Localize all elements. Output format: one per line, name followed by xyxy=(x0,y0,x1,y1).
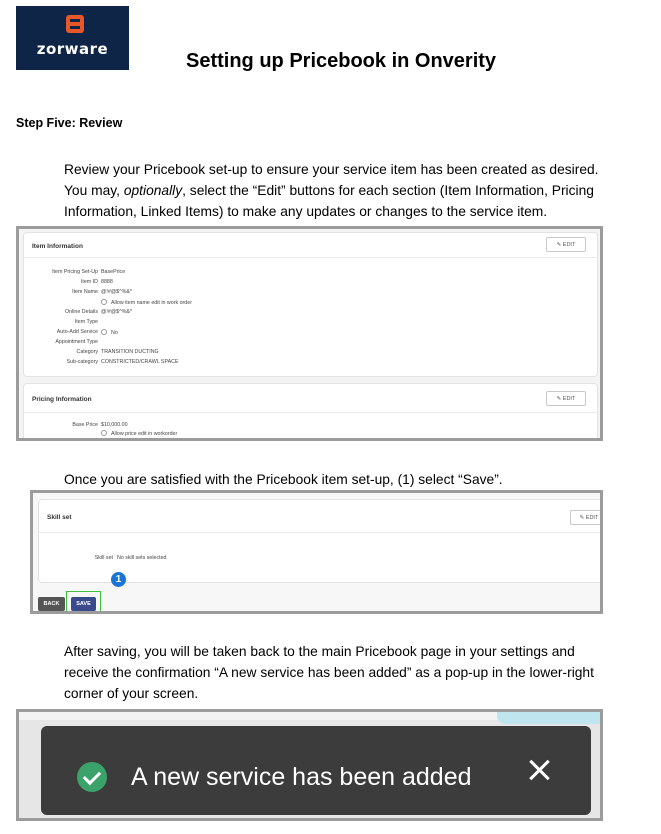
back-button[interactable]: BACK xyxy=(38,597,65,611)
auto-add-service-value[interactable]: No xyxy=(101,329,118,336)
item-information-edit-button[interactable]: ✎ EDIT xyxy=(546,237,586,252)
zorware-logo xyxy=(16,6,129,70)
confirmation-line-3: corner of your screen. xyxy=(64,686,199,701)
confirmation-line-1: After saving, you will be taken back to the main Pricebook page in your settings and xyxy=(64,644,575,659)
base-price-value: $10,000.00 xyxy=(101,422,128,428)
check-circle-icon xyxy=(77,762,107,792)
item-information-card xyxy=(23,232,598,377)
sub-category-value: CONSTRICTED/CRAWL SPACE xyxy=(101,359,179,365)
item-pricing-setup-value: BasePrice xyxy=(101,269,126,275)
save-instruction: Once you are satisfied with the Pricebook item set-up, (1) select “Save”. xyxy=(64,472,503,487)
skill-set-title: Skill set xyxy=(47,514,72,521)
category-label: Category xyxy=(76,349,98,355)
item-name-label: Item Name xyxy=(72,289,98,295)
review-line-3: Information, Linked Items) to make any updates or changes to the service item. xyxy=(64,204,548,219)
radio-icon xyxy=(101,299,107,305)
background-highlight xyxy=(497,712,600,724)
pricing-information-title: Pricing Information xyxy=(32,396,92,403)
radio-icon xyxy=(101,430,107,436)
pricing-information-edit-button[interactable]: ✎ EDIT xyxy=(546,391,586,406)
step-badge: 1 xyxy=(111,572,126,587)
divider xyxy=(24,257,597,258)
item-id-value: 8888 xyxy=(101,279,113,285)
item-information-title: Item Information xyxy=(32,243,83,250)
item-name-value: @!#@$^%&* xyxy=(101,289,132,295)
online-details-label: Online Details xyxy=(65,309,98,315)
online-details-value: @!#@$^%&* xyxy=(101,309,132,315)
review-paragraph xyxy=(64,159,644,222)
allow-price-edit-option[interactable]: Allow price edit in workorder xyxy=(101,430,177,437)
auto-add-service-label: Auto-Add Service xyxy=(56,329,98,335)
confirmation-paragraph xyxy=(64,641,644,704)
zorware-logo-text: zorware xyxy=(36,40,109,58)
skill-set-value: No skill sets selected xyxy=(117,555,167,561)
save-button[interactable]: SAVE xyxy=(71,597,96,611)
step-heading: Step Five: Review xyxy=(16,116,123,130)
divider xyxy=(39,532,603,533)
item-id-label: Item ID xyxy=(80,279,98,285)
confirmation-line-2: receive the confirmation “A new service has been added” as a pop-up in the lower-right xyxy=(64,665,594,680)
toast-screenshot xyxy=(16,709,603,821)
allow-item-name-edit-option[interactable]: Allow item name edit in work order xyxy=(101,299,192,306)
skill-set-label: Skill set xyxy=(94,555,113,561)
appointment-type-label: Appointment Type xyxy=(55,339,98,345)
skill-set-card xyxy=(38,499,603,583)
category-value: TRANSITION DUCTING xyxy=(101,349,159,355)
success-toast xyxy=(41,726,591,815)
item-review-screenshot xyxy=(16,226,603,441)
pricing-information-card xyxy=(23,383,598,441)
skill-set-edit-button[interactable]: ✎ EDIT xyxy=(570,510,603,525)
sub-category-label: Sub-category xyxy=(66,359,98,365)
toast-message: A new service has been added xyxy=(131,763,472,791)
item-pricing-setup-label: Item Pricing Set-Up xyxy=(52,269,98,275)
review-line-1: Review your Pricebook set-up to ensure your service item has been created as desired. xyxy=(64,162,599,177)
save-screenshot xyxy=(30,490,603,614)
review-line-2: You may, optionally, select the “Edit” buttons for each section (Item Information, Pricing xyxy=(64,183,594,198)
zorware-logo-mark-icon xyxy=(66,15,84,33)
divider xyxy=(24,412,597,413)
item-type-label: Item Type xyxy=(74,319,98,325)
base-price-label: Base Price xyxy=(72,422,98,428)
radio-icon xyxy=(101,329,107,335)
page-title: Setting up Pricebook in Onverity xyxy=(186,50,497,72)
close-icon[interactable] xyxy=(525,756,553,784)
